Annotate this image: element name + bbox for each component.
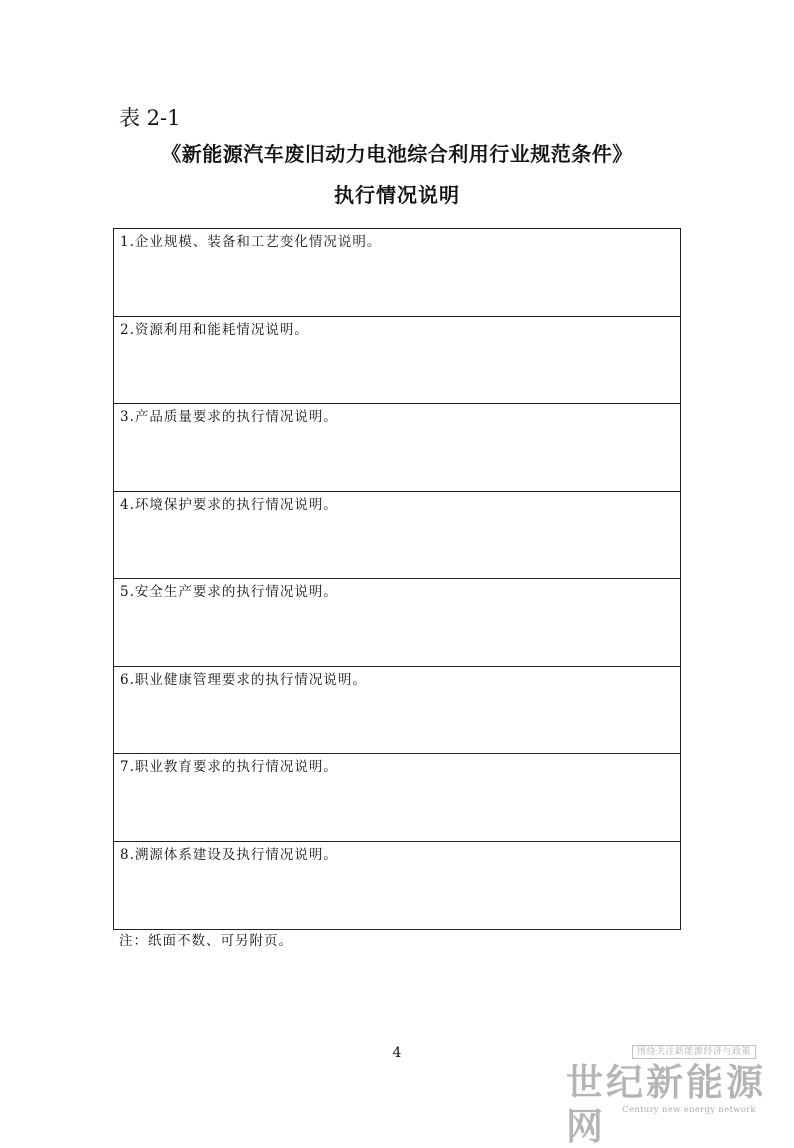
row-label: 8.溯源体系建设及执行情况说明。 (120, 846, 338, 863)
form-row-resource-use (114, 317, 680, 405)
form-row-enterprise-scale (114, 229, 680, 317)
form-row-traceability-system (114, 842, 680, 930)
watermark-logo-text: 世纪新能源网 (566, 1060, 766, 1148)
document-title: 《新能源汽车废旧动力电池综合利用行业规范条件》 (161, 142, 633, 166)
watermark-english: Century new energy network (622, 1105, 756, 1115)
document-subtitle: 执行情况说明 (334, 183, 460, 207)
footnote: 注：纸面不数、可另附页。 (119, 933, 293, 949)
form-row-safety-production (114, 579, 680, 667)
form-row-environmental-protection (114, 492, 680, 580)
form-row-vocational-education (114, 754, 680, 842)
row-label: 2.资源利用和能耗情况说明。 (120, 321, 309, 338)
row-label: 1.企业规模、装备和工艺变化情况说明。 (120, 234, 382, 250)
row-label: 5.安全生产要求的执行情况说明。 (120, 584, 338, 600)
form-row-product-quality (114, 404, 680, 492)
row-label: 4.环境保护要求的执行情况说明。 (120, 496, 338, 513)
row-label: 6.职业健康管理要求的执行情况说明。 (120, 671, 367, 688)
page-number: 4 (392, 1045, 402, 1061)
form-row-occupational-health (114, 667, 680, 755)
watermark (560, 1040, 784, 1148)
table-label: 表 2-1 (119, 106, 181, 130)
form-table (113, 228, 681, 930)
watermark-tagline: 围绕关注新能源经济与政策 (632, 1045, 756, 1059)
row-label: 3.产品质量要求的执行情况说明。 (120, 409, 338, 425)
row-label: 7.职业教育要求的执行情况说明。 (120, 759, 338, 775)
